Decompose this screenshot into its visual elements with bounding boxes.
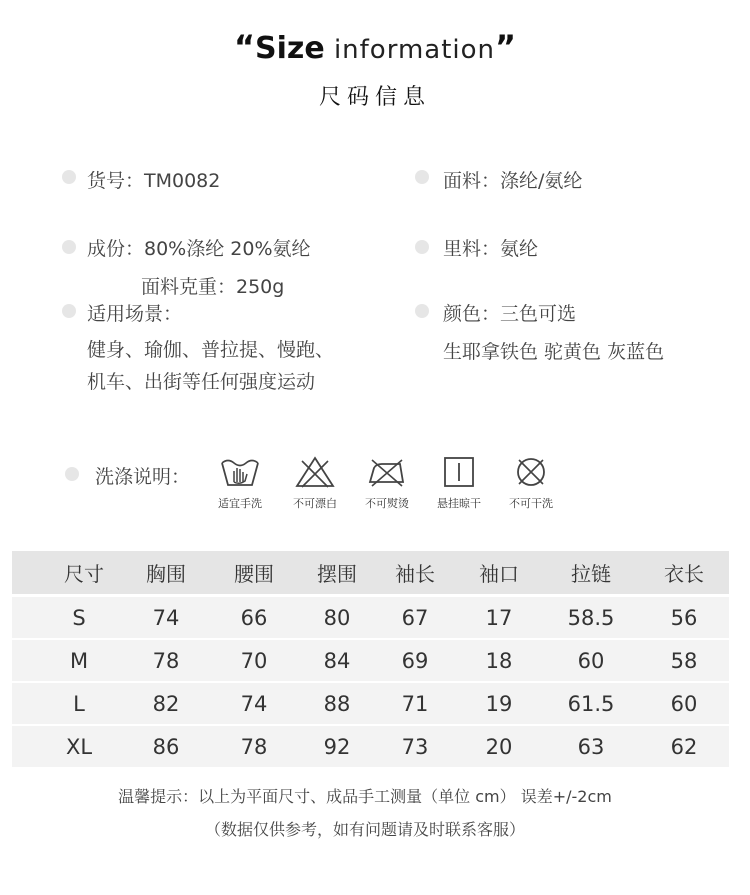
fabric-weight: 面料克重：250g [141, 276, 285, 298]
bullet-dot [415, 304, 429, 318]
table-cell: 82 [152, 691, 180, 716]
header-cell: 衣长 [664, 562, 704, 586]
table-cell: 20 [485, 734, 513, 759]
header-cell: 摆围 [317, 562, 357, 586]
table-cell: 66 [240, 605, 268, 630]
table-cell: 62 [670, 734, 698, 759]
table-cell: 19 [485, 691, 513, 716]
care-label: 适宜手洗 [218, 497, 262, 510]
table-cell: 74 [240, 691, 268, 716]
item-number: 货号：TM0082 [87, 170, 221, 192]
table-cell: 88 [323, 691, 351, 716]
care-hand-wash [200, 455, 280, 511]
title-light: information [324, 35, 496, 65]
header-cell: 拉链 [571, 562, 611, 586]
measurement-note: 温馨提示：以上为平面尺寸、成品手工测量（单位 cm） 误差+/-2cm [118, 787, 612, 806]
table-cell: 80 [323, 605, 351, 630]
header-cell: 胸围 [146, 562, 186, 586]
scene-line-2: 机车、出街等任何强度运动 [87, 371, 316, 393]
bullet-dot [62, 240, 76, 254]
care-label: 悬挂晾干 [437, 497, 481, 510]
care-hang-dry [419, 455, 499, 511]
hand-wash-icon [219, 455, 261, 489]
care-no-iron [347, 455, 427, 511]
header-cell: 袖长 [395, 562, 435, 586]
table-cell: 56 [670, 605, 698, 630]
table-cell: 78 [152, 648, 180, 673]
table-cell: 71 [401, 691, 429, 716]
color-values: 生耶拿铁色 驼黄色 灰蓝色 [443, 341, 665, 363]
table-header-row [12, 551, 729, 594]
bullet-dot [65, 467, 79, 481]
table-cell: 18 [485, 648, 513, 673]
care-no-bleach [275, 455, 355, 511]
table-cell: 61.5 [567, 691, 615, 716]
no-bleach-icon [294, 455, 336, 489]
table-row [12, 683, 729, 724]
composition: 成份：80%涤纶 20%氨纶 [87, 238, 311, 260]
table-cell: 86 [152, 734, 180, 759]
bullet-dot [415, 240, 429, 254]
page-title [0, 28, 750, 66]
table-cell: 58 [670, 648, 698, 673]
lining: 里料：氨纶 [443, 238, 539, 260]
table-cell: L [73, 691, 85, 716]
hang-dry-icon [438, 455, 480, 489]
table-row [12, 726, 729, 767]
bullet-dot [415, 170, 429, 184]
open-quote: “ [233, 28, 255, 66]
color-label: 颜色：三色可选 [443, 303, 577, 325]
table-cell: 73 [401, 734, 429, 759]
table-cell: 60 [577, 648, 605, 673]
care-label: 不可干洗 [509, 497, 553, 510]
header-cell: 尺寸 [64, 562, 104, 586]
table-cell: 58.5 [567, 605, 615, 630]
table-cell: 69 [401, 648, 429, 673]
table-row [12, 597, 729, 638]
scene-line-1: 健身、瑜伽、普拉提、慢跑、 [87, 339, 335, 361]
care-label: 不可熨烫 [365, 497, 409, 510]
table-cell: 60 [670, 691, 698, 716]
table-cell: 70 [240, 648, 268, 673]
table-row [12, 640, 729, 681]
fabric: 面料：涤纶/氨纶 [443, 170, 583, 192]
bullet-dot [62, 304, 76, 318]
care-label: 不可漂白 [293, 497, 337, 510]
page-subtitle: 尺码信息 [318, 85, 431, 110]
table-cell: M [69, 648, 89, 673]
care-no-dry-clean [491, 455, 571, 511]
reference-note: （数据仅供参考，如有问题请及时联系客服） [204, 820, 525, 839]
title-bold: Size [254, 31, 325, 66]
table-cell: 78 [240, 734, 268, 759]
header-cell: 腰围 [234, 562, 274, 586]
table-cell: 63 [577, 734, 605, 759]
table-cell: 67 [401, 605, 429, 630]
table-cell: 74 [152, 605, 180, 630]
bullet-dot [62, 170, 76, 184]
washing-label: 洗涤说明： [95, 466, 191, 488]
scene-label: 适用场景： [87, 303, 183, 325]
table-cell: S [72, 605, 86, 630]
table-cell: 17 [485, 605, 513, 630]
table-cell: 92 [323, 734, 351, 759]
close-quote: ” [495, 28, 517, 66]
table-cell: XL [65, 734, 93, 759]
no-iron-icon [366, 455, 408, 489]
header-cell: 袖口 [479, 562, 519, 586]
table-cell: 84 [323, 648, 351, 673]
no-dry-clean-icon [510, 455, 552, 489]
